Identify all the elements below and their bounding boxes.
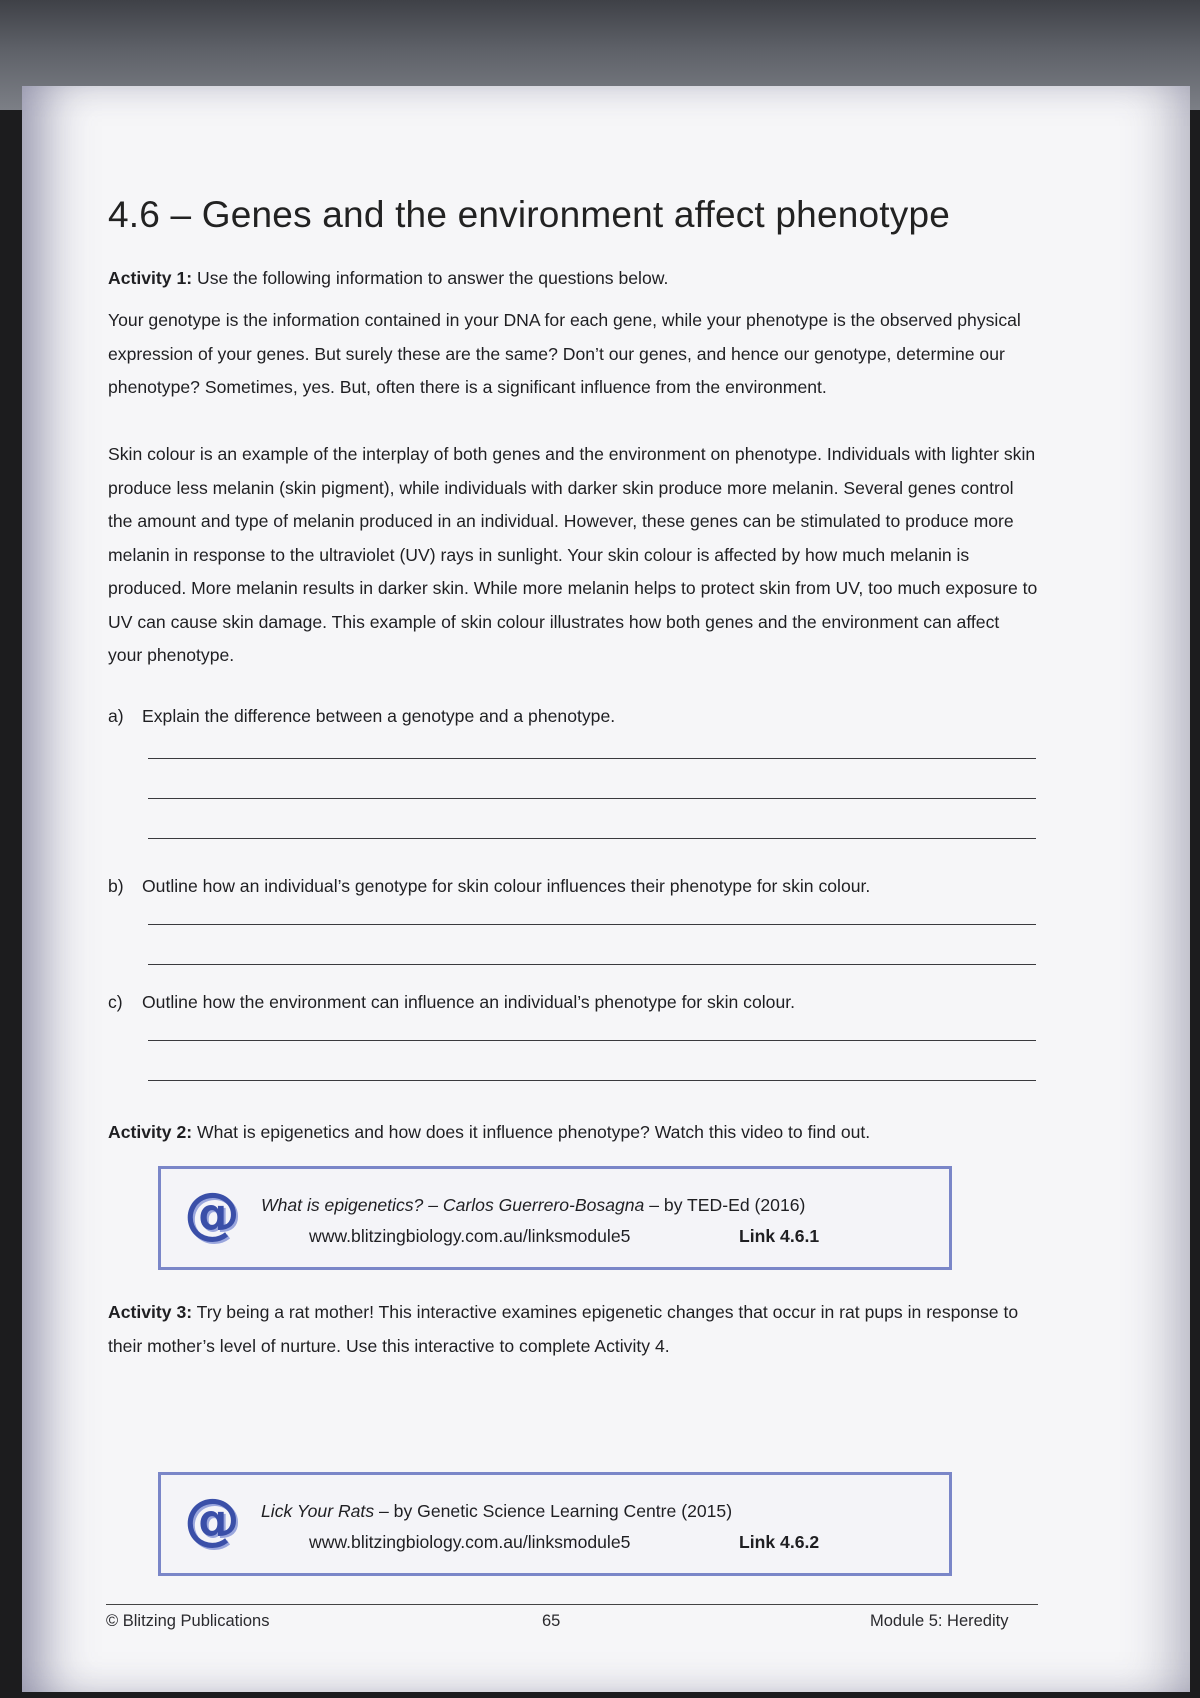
book-page <box>22 86 1190 1692</box>
activity-2-label: Activity 2: <box>108 1122 193 1142</box>
footer-rule <box>106 1604 1038 1605</box>
question-letter: c) <box>108 992 123 1012</box>
link-box-lick-your-rats[interactable] <box>158 1472 952 1576</box>
footer-publisher: © Blitzing Publications <box>106 1612 270 1630</box>
link-reference: Link 4.6.2 <box>739 1532 820 1552</box>
activity-3-label: Activity 3: <box>108 1302 193 1322</box>
link-url[interactable]: www.blitzingbiology.com.au/linksmodule5 <box>309 1532 631 1552</box>
answer-line-a1[interactable] <box>148 758 1036 759</box>
activity-3-text: Try being a rat mother! This interactive examines epigenetic changes that occur in rat pups in response to their mother’s level of nurture. Use this interactive to complete Activity 4. <box>108 1302 1019 1356</box>
activity-2-instruction <box>108 1116 1038 1150</box>
page-title: 4.6 – Genes and the environment affect phenotype <box>108 194 951 235</box>
footer-module: Module 5: Heredity <box>870 1612 1009 1630</box>
activity-1-instruction <box>108 262 1038 296</box>
paragraph-genotype: Your genotype is the information contained in your DNA for each gene, while your phenotype is the observed physical expression of your genes. But surely these are the same? Don’t our genes, and hence our genotype, determine our phenotype? Sometimes, yes. But, often there is a significant influence from the environment. <box>108 310 1021 397</box>
activity-1-label: Activity 1: <box>108 268 193 288</box>
answer-line-c1[interactable] <box>148 1040 1036 1041</box>
paragraph-skin-colour: Skin colour is an example of the interplay of both genes and the environment on phenotype. Individuals with lighter skin produce less melanin (skin pigment), while individuals with darker skin produce more melanin. Several genes control the amount and type of melanin produced in an individual. However, these genes can be stimulated to produce more melanin in response to the ultraviolet (UV) rays in sunlight. Your skin colour is affected by how much melanin is produced. More melanin results in darker skin. While more melanin helps to protect skin from UV, too much exposure to UV can cause skin damage. This example of skin colour illustrates how both genes and the environment can affect your phenotype. <box>108 444 1038 665</box>
link-title <box>261 1195 805 1216</box>
link-title-italic: What is epigenetics? – Carlos Guerrero-Bosagna <box>261 1195 645 1215</box>
link-reference: Link 4.6.1 <box>739 1226 820 1246</box>
question-letter: a) <box>108 706 124 726</box>
question-text: Outline how the environment can influence an individual’s phenotype for skin colour. <box>142 992 796 1012</box>
at-sign-icon: @ <box>184 1181 240 1246</box>
footer-page-number: 65 <box>542 1612 561 1630</box>
link-title-rest: – by Genetic Science Learning Centre (2015) <box>374 1501 733 1521</box>
activity-2-text: What is epigenetics and how does it influence phenotype? Watch this video to find out. <box>192 1122 871 1142</box>
question-text: Outline how an individual’s genotype for skin colour influences their phenotype for skin colour. <box>142 876 871 896</box>
answer-line-a3[interactable] <box>148 838 1036 839</box>
answer-line-a2[interactable] <box>148 798 1036 799</box>
link-url[interactable]: www.blitzingbiology.com.au/linksmodule5 <box>309 1226 631 1246</box>
question-text: Explain the difference between a genotype and a phenotype. <box>142 706 616 726</box>
question-letter: b) <box>108 876 124 896</box>
link-box-epigenetics[interactable] <box>158 1166 952 1270</box>
link-title <box>261 1501 732 1522</box>
at-sign-icon: @ <box>184 1487 240 1552</box>
answer-line-b1[interactable] <box>148 924 1036 925</box>
activity-1-text: Use the following information to answer the questions below. <box>192 268 669 288</box>
answer-line-b2[interactable] <box>148 964 1036 965</box>
activity-3-instruction <box>108 1296 1038 1363</box>
page-content <box>22 86 1190 1692</box>
answer-line-c2[interactable] <box>148 1080 1036 1081</box>
link-title-italic: Lick Your Rats <box>261 1501 375 1521</box>
link-title-rest: – by TED-Ed (2016) <box>644 1195 806 1215</box>
